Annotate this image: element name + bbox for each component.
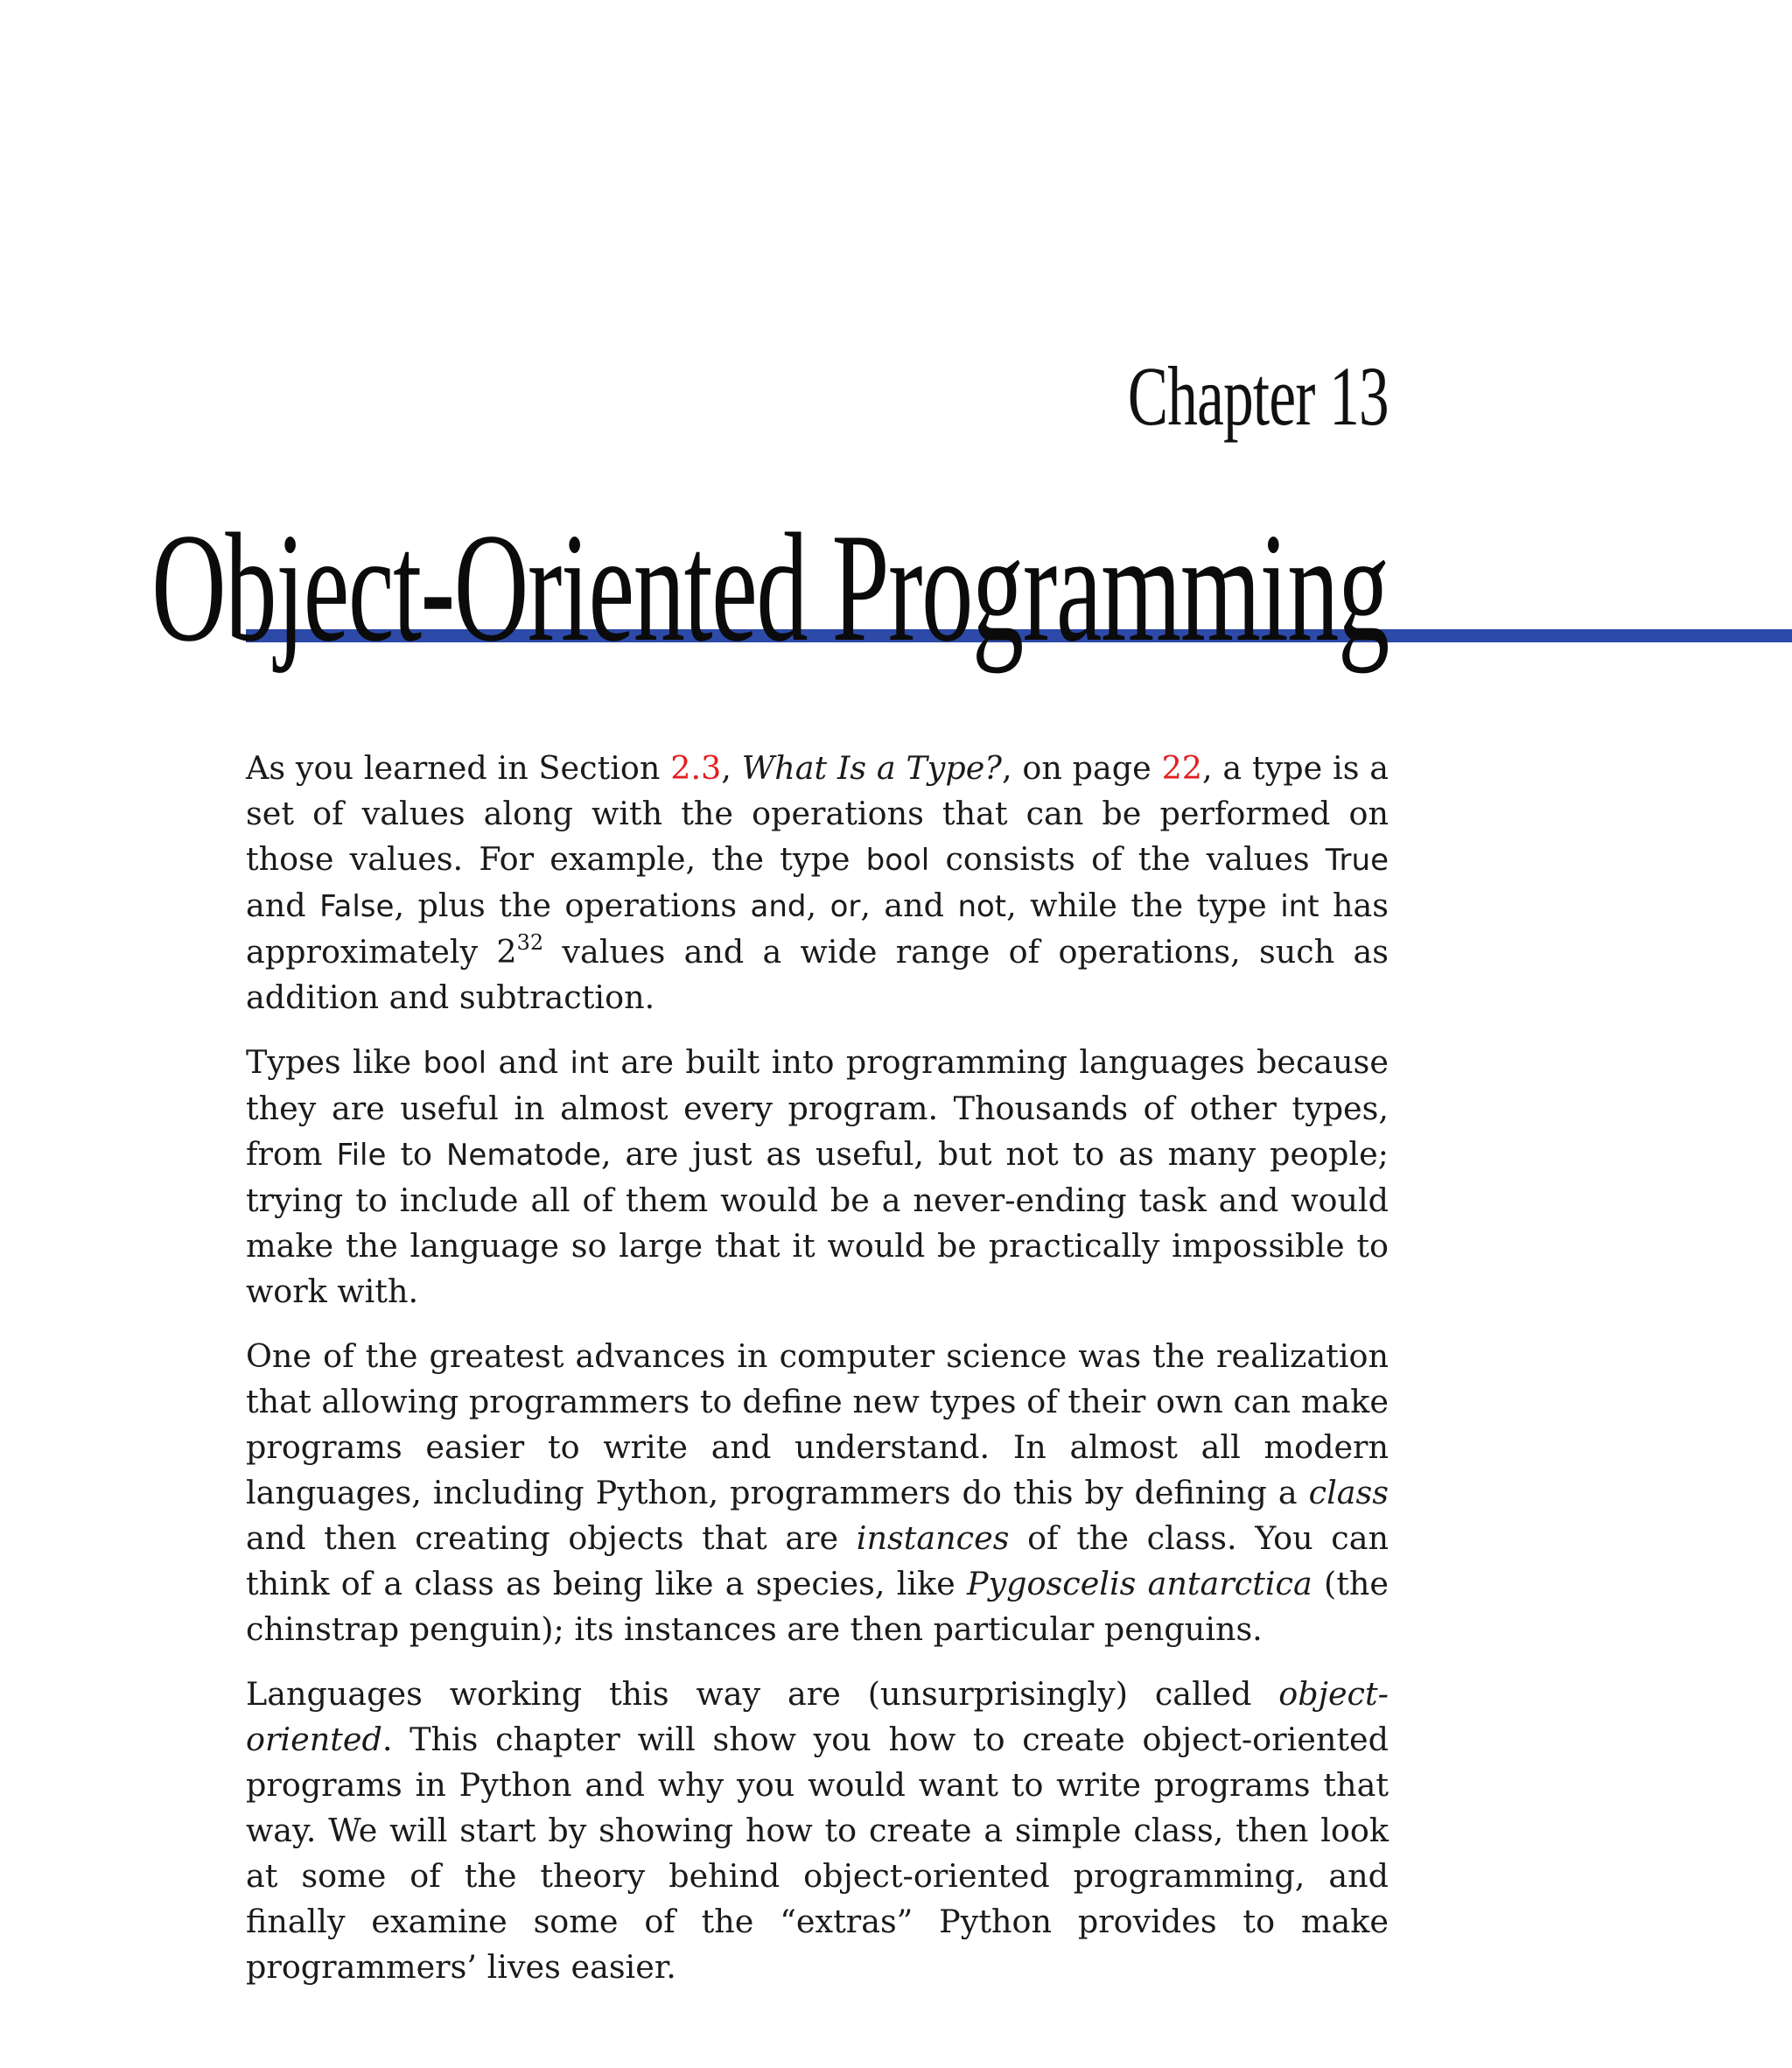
code-bool: bool	[865, 843, 930, 878]
code-file: File	[336, 1138, 387, 1173]
chapter-title: Object-Oriented Programming	[151, 501, 1389, 674]
paragraph-builtin-types: Types like bool and int are built into programming languages because they are useful in almost every program. Thousands of other types, from File to Nematode, are just as useful, but not to as many people; trying to include all of them would be a never-ending task and would make the language so large that it would be practically impossible to work with.	[246, 1043, 1390, 1310]
chapter-number: Chapter 13	[1127, 349, 1389, 443]
species-name: Pygoscelis antarctica	[967, 1565, 1312, 1602]
code-false: False	[319, 889, 395, 924]
code-and: and	[750, 889, 807, 924]
code-bool: bool	[423, 1046, 487, 1081]
code-nematode: Nematode	[445, 1138, 601, 1173]
chapter-body	[246, 746, 1389, 2009]
code-not: not	[957, 889, 1007, 924]
code-int: int	[1280, 889, 1320, 924]
paragraph-intro: As you learned in Section 2.3, What Is a Type?, on page 22, a type is a set of values along with the operations that can be performed on those values. For example, the type bool consists of the values True and False, plus the operations and, or, and not, while the type int has approximately $2^{32}$ values and a wide range of operations, such as addition and subtraction.	[246, 749, 1390, 1016]
term-object-oriented: object-oriented	[246, 1675, 1389, 1758]
page-link[interactable]: 22	[1161, 749, 1203, 787]
section-link[interactable]: 2.3	[670, 749, 722, 787]
paragraph-overview: Languages working this way are (unsurprisingly) called object-oriented. This chapter will show you how to create object-oriented programs in Python and why you would want to write programs that way. We will start by showing how to create a simple class, then look at some of the theory behind object-oriented programming, and finally examine some of the “extras” Python provides to make programmers’ lives easier.	[246, 1675, 1389, 1986]
term-instances: instances	[856, 1519, 1010, 1557]
paragraph-classes: One of the greatest advances in computer science was the realization that allowing programmers to define new types of their own can make programs easier to write and understand. In almost all modern languages, including Python, programmers do this by defining a class and then creating objects that are instances of the class. You can think of a class as being like a species, like Pygoscelis antarctica (the chinstrap penguin); its instances are then particular penguins.	[246, 1337, 1389, 1648]
term-class: class	[1308, 1474, 1389, 1511]
code-or: or	[830, 889, 861, 924]
code-true: True	[1325, 843, 1389, 878]
section-title-ref: What Is a Type?	[741, 749, 1002, 787]
code-int: int	[570, 1046, 609, 1081]
exponent: 32	[516, 930, 544, 955]
